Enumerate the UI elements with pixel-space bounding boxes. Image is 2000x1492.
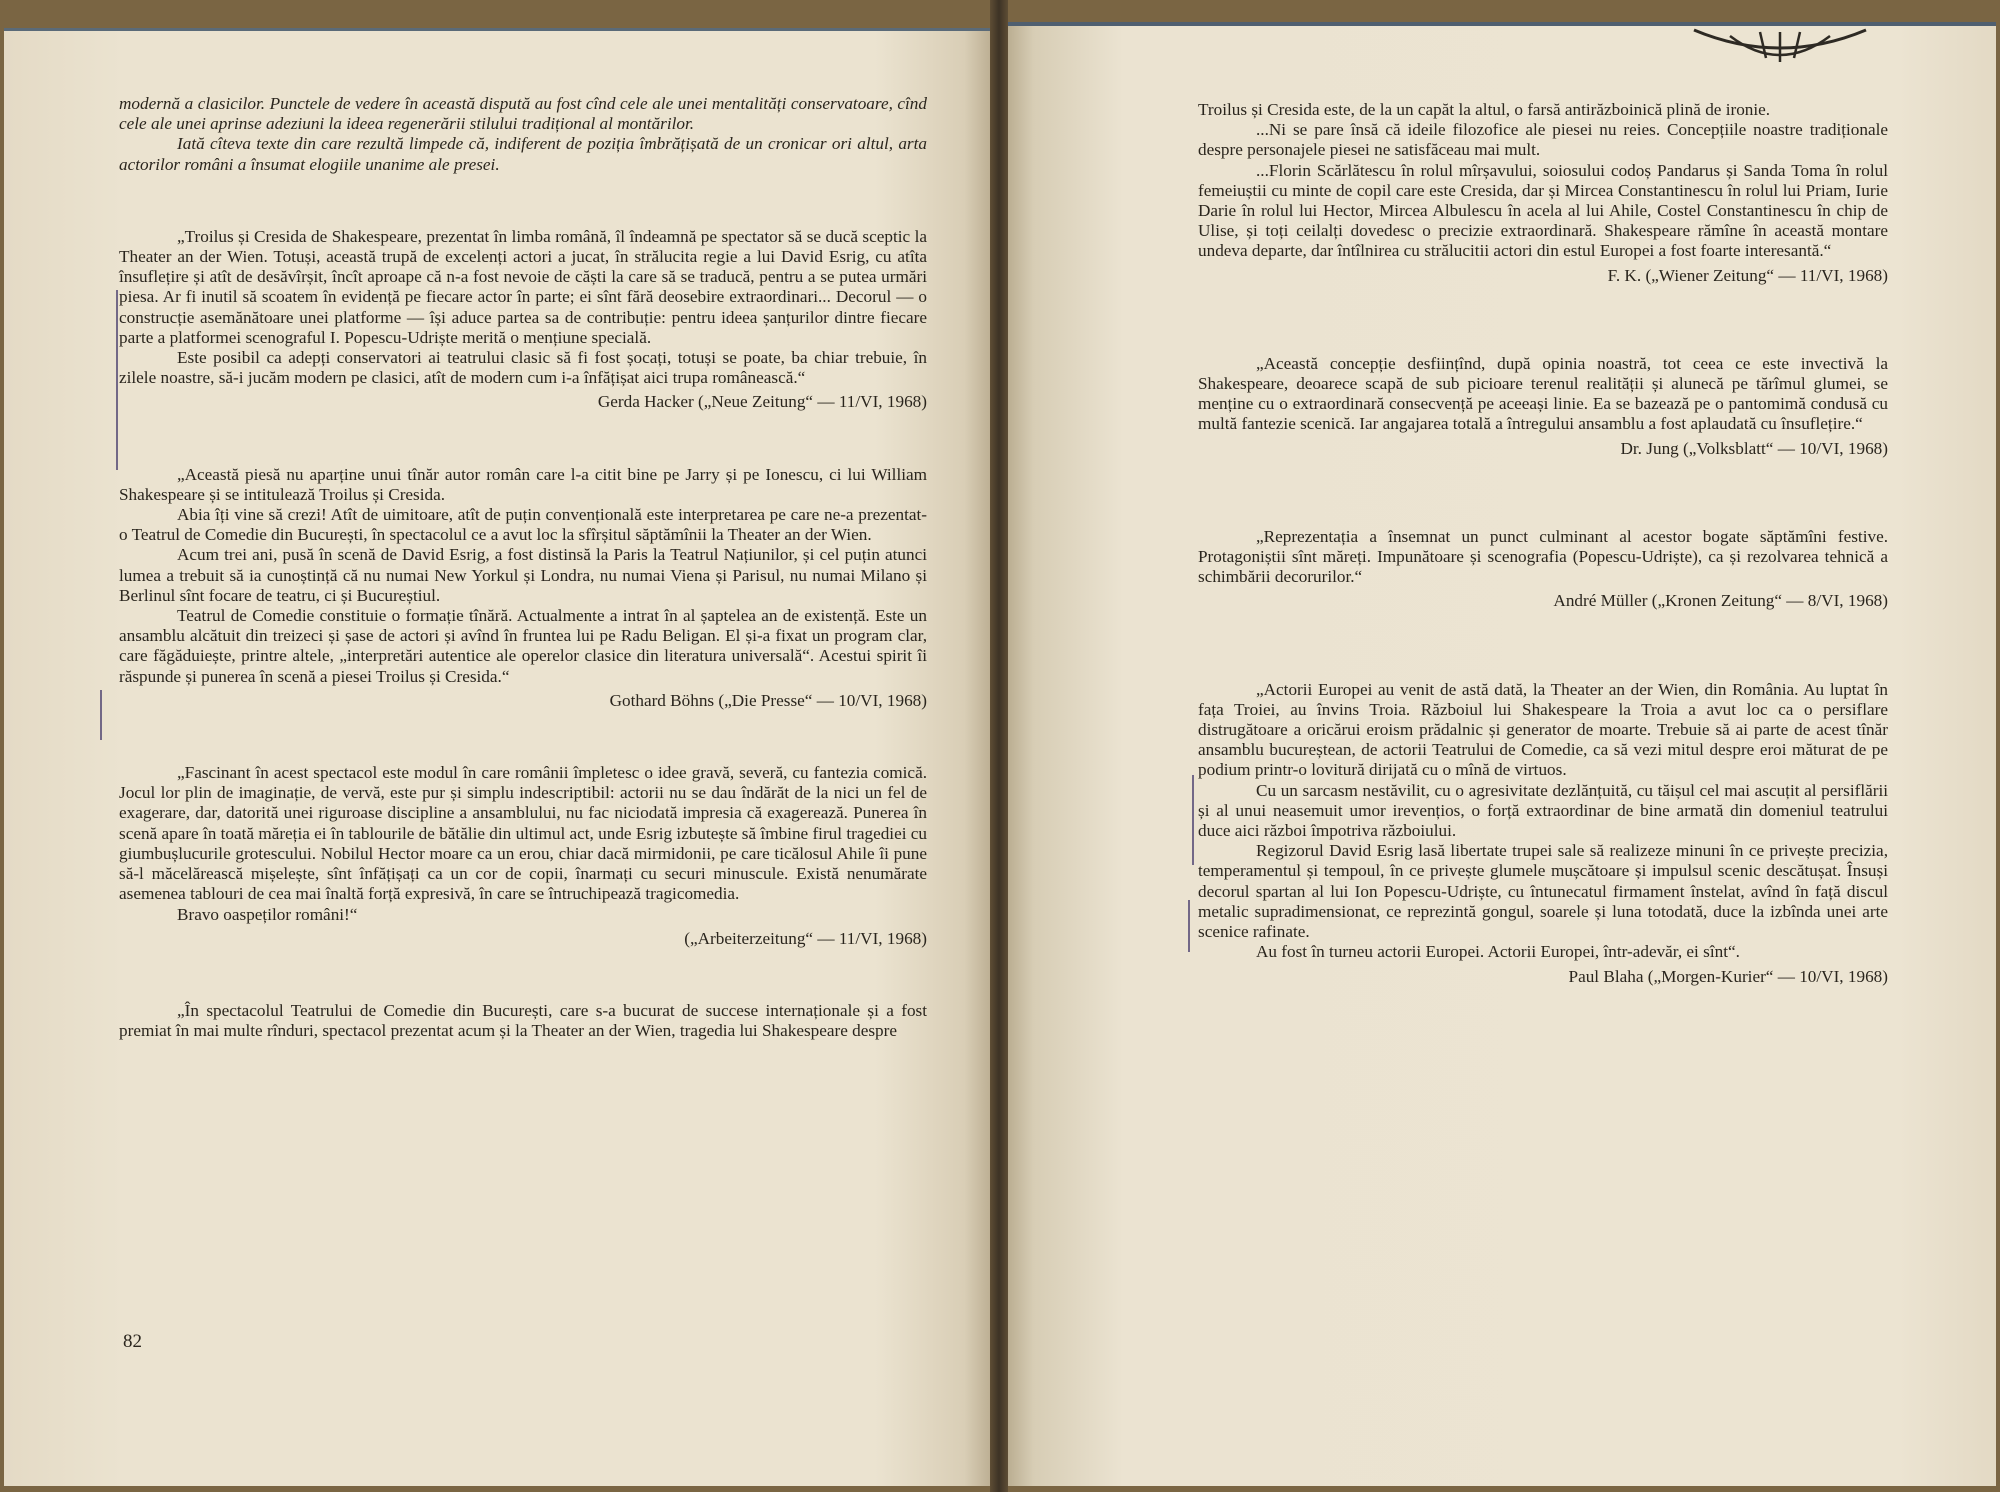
review-paragraph: Cu un sarcasm nestăvilit, cu o agresivitate dezlănțuită, cu tăișul cel mai ascuțit al persiflării și al unui neasemuit umor irevențios, o forță extraordinar de bine armată din domeniul teatrului duce aici război împotriva războiului.	[1198, 780, 1888, 841]
review-paragraph: Acum trei ani, pusă în scenă de David Esrig, a fost distinsă la Paris la Teatrul Națiunilor, și cel puțin atunci lumea a trebuit să ia cunoștință că nu numai New Yorkul și Londra, nu numai Viena și Parisul, nu numai Milano și Berlinul sînt focare de teatru, ci și Bucureștiul.	[119, 545, 927, 605]
decorative-ornament-icon	[1690, 22, 1870, 64]
review-signature: F. K. („Wiener Zeitung“ — 11/VI, 1968)	[1607, 265, 1888, 285]
review-signature: („Arbeiterzeitung“ — 11/VI, 1968)	[684, 928, 927, 948]
review-paragraph: „Această concepție desființînd, după opinia noastră, tot ceea ce este invectivă la Shakespeare, deoarece scapă de sub picioare terenul realității și alunecă pe tărîmul glumei, se menține cu o extraordinară consecvență pe aceeași linie. Ea se bazează pe o pantomimă condusă cu multă fantezie scenică. Iar angajarea totală a întregului ansamblu a fost aplaudată cu însuflețire.“	[1198, 353, 1888, 434]
right-column	[1198, 100, 1888, 987]
intro-paragraph: Iată cîteva texte din care rezultă limpede că, indiferent de poziția îmbrățișată de un cronicar ori altul, arta actorilor români a însumat elogiile unanime ale presei.	[119, 134, 927, 174]
review-paragraph: „Această piesă nu aparține unui tînăr autor român care l-a citit bine pe Jarry și pe Ionescu, ci lui William Shakespeare și se intitulează Troilus și Cresida.	[119, 464, 927, 504]
page-number: 82	[123, 1331, 142, 1352]
review-signature: André Müller („Kronen Zeitung“ — 8/VI, 1968)	[1553, 591, 1888, 611]
review-paragraph: Regizorul David Esrig lasă libertate trupei sale să realizeze minuni în ce privește precizia, temperamentul și tempoul, în ce privește glumele mușcătoare și impulsul scenic descătușat. Însuși decorul spartan al lui Ion Popescu-Udriște, cu întunecatul firmament înstelat, avînd în față discul metalic supradimensionat, ce reprezintă gongul, soarele și luna totodată, duce la izbînda unei arte scenice rafinate.	[1198, 841, 1888, 942]
margin-mark	[100, 690, 102, 740]
review-volksblatt	[1198, 354, 1888, 459]
review-paragraph: Au fost în turneu actorii Europei. Actorii Europei, într-adevăr, ei sînt“.	[1256, 942, 1740, 962]
review-paragraph: „Troilus și Cresida de Shakespeare, prezentat în limba română, îl îndeamnă pe spectator să se ducă sceptic la Theater an der Wien. Totuși, această trupă de excelenți actori a jucat, în strălucita regie a lui David Esrig, cu atîta însuflețire și atît de desăvîrșit, încît aproape că n-a fost nevoie de căști la care să se traducă, pentru a se putea urmări piesa. Ar fi inutil să scoatem în evidență pe fiecare actor în parte; ei sînt fără deosebire extraordinari... Decorul — o construcție asemănătoare unei platforme — își aduce partea sa de contribuție: pentru ideea șanțurilor dintre fiecare parte a platformei scenograful I. Popescu-Udriște merită o mențiune specială.	[119, 226, 927, 347]
review-signature: Dr. Jung („Volksblatt“ — 10/VI, 1968)	[1620, 438, 1888, 458]
margin-mark	[1188, 900, 1190, 952]
review-paragraph: Teatrul de Comedie constituie o formație tînără. Actualmente a intrat în al șaptelea an de existență. Este un ansamblu alcătuit din treizeci și șase de actori și avînd în fruntea lui pe Radu Beligan. El și-a fixat un program clar, care făgăduiește, printre altele, „interpretări autentice ale operelor clasice din literatura universală“. Acestui spirit îi răspunde și punerea în scenă a piesei Troilus și Cresida.“	[119, 606, 927, 686]
review-neue-zeitung	[119, 227, 927, 413]
intro-paragraph: modernă a clasicilor. Punctele de vedere în această dispută au fost cînd cele ale unei mentalități conservatoare, cînd cele ale unei aprinse adeziuni la ideea regenerării stilului tradițional al montărilor.	[119, 94, 927, 134]
review-morgen-kurier	[1198, 680, 1888, 987]
review-signature: Paul Blaha („Morgen-Kurier“ — 10/VI, 1968)	[1568, 966, 1888, 986]
review-wiener-zeitung-cont	[1198, 100, 1888, 286]
margin-mark	[1192, 775, 1194, 865]
review-paragraph: „Reprezentația a însemnat un punct culminant al acestor bogate săptămîni festive. Protagoniștii sînt măreți. Impunătoare și scenografia (Popescu-Udriște), ca și rezolvarea tehnică a schimbării decorurilor.“	[1198, 526, 1888, 587]
book-gutter	[990, 0, 1008, 1492]
review-arbeiterzeitung	[119, 763, 927, 949]
left-column	[119, 94, 927, 1041]
review-wiener-zeitung-start	[119, 1001, 927, 1041]
review-paragraph: Este posibil ca adepți conservatori ai teatrului clasic să fi fost șocați, totuși se poate, ba chiar trebuie, în zilele noastre, să-i jucăm modern pe clasici, atît de modern cum i-a înfățișat aici trupa românească.“	[119, 348, 927, 388]
review-kronen-zeitung	[1198, 527, 1888, 612]
review-paragraph: „În spectacolul Teatrului de Comedie din București, care s-a bucurat de succese internaționale și a fost premiat în mai multe rînduri, spectacol prezentat acum și la Theater an der Wien, tragedia lui Shakespeare despre	[119, 1000, 927, 1041]
review-die-presse	[119, 465, 927, 711]
review-paragraph: Bravo oaspeților români!“	[177, 904, 358, 924]
margin-mark	[116, 290, 118, 470]
review-signature: Gerda Hacker („Neue Zeitung“ — 11/VI, 1968)	[597, 392, 927, 412]
review-paragraph: „Fascinant în acest spectacol este modul în care românii împletesc o idee gravă, severă, cu fantezia comică. Jocul lor plin de imaginație, de vervă, este pur și simplu indescriptibil: actorii nu se dau îndărăt de la nici un fel de exagerare, dar, datorită unei riguroase discipline a ansamblului, nu fac niciodată impresia că exagerează. Punerea în scenă apare în toată măreția ei în tablourile de bătălie din ultimul act, unde Esrig izbutește să îmbine firul tragediei cu giumbușlucurile grotescului. Nobilul Hector moare ca un erou, chiar dacă mirmidonii, pe care ticălosul Ahile îi pune să-l măcelărească mișelește, sînt înfățișați ca un cor de copii, înarmați cu securi minuscule. Există nenumărate asemenea tablouri de cea mai înaltă forță expresivă, în care se întruchipează tragicomedia.	[119, 763, 927, 904]
review-paragraph: ...Florin Scărlătescu în rolul mîrșavului, soiosului codoș Pandarus și Sanda Toma în rolul femeiuștii cu minte de copil care este Cresida, dar și Mircea Constantinescu în rolul lui Priam, Iurie Darie în rolul lui Hector, Mircea Albulescu în acela al lui Ahile, Costel Constantinescu în chip de Ulise, și toți ceilalți dovedesc o precizie extraordinară. Shakespeare rămîne în această montare undeva departe, dar întîlnirea cu strălucitii actori din estul Europei a fost foarte interesantă.“	[1198, 160, 1888, 261]
review-signature: Gothard Böhns („Die Presse“ — 10/VI, 1968)	[609, 690, 927, 710]
review-paragraph: Troilus și Cresida este, de la un capăt la altul, o farsă antirăzboinică plină de ironie.	[1198, 100, 1771, 119]
intro-text	[119, 94, 927, 175]
review-paragraph: „Actorii Europei au venit de astă dată, la Theater an der Wien, din România. Au luptat în fața Troiei, au învins Troia. Războiul lui Shakespeare la Troia a avut loc ca o persiflare distrugătoare a oricărui eroism prădalnic și generator de moarte. Trebuie să ai parte de acest tînăr ansamblu bucureștean, de actorii Teatrului de Comedie, ca să vezi mitul despre eroi măturat de pe podium printr-o lovitură dirijată cu o mînă de virtuos.	[1198, 679, 1888, 780]
review-paragraph: ...Ni se pare însă că ideile filozofice ale piesei nu reies. Concepțiile noastre tradiționale despre personajele piesei ne satisfăceau mai mult.	[1198, 120, 1888, 160]
review-paragraph: Abia îți vine să crezi! Atît de uimitoare, atît de puțin convențională este interpretarea pe care ne-a prezentat-o Teatrul de Comedie din București, în spectacolul ce a avut loc la sfîrșitul săptămînii la Theater an der Wien.	[119, 505, 927, 545]
